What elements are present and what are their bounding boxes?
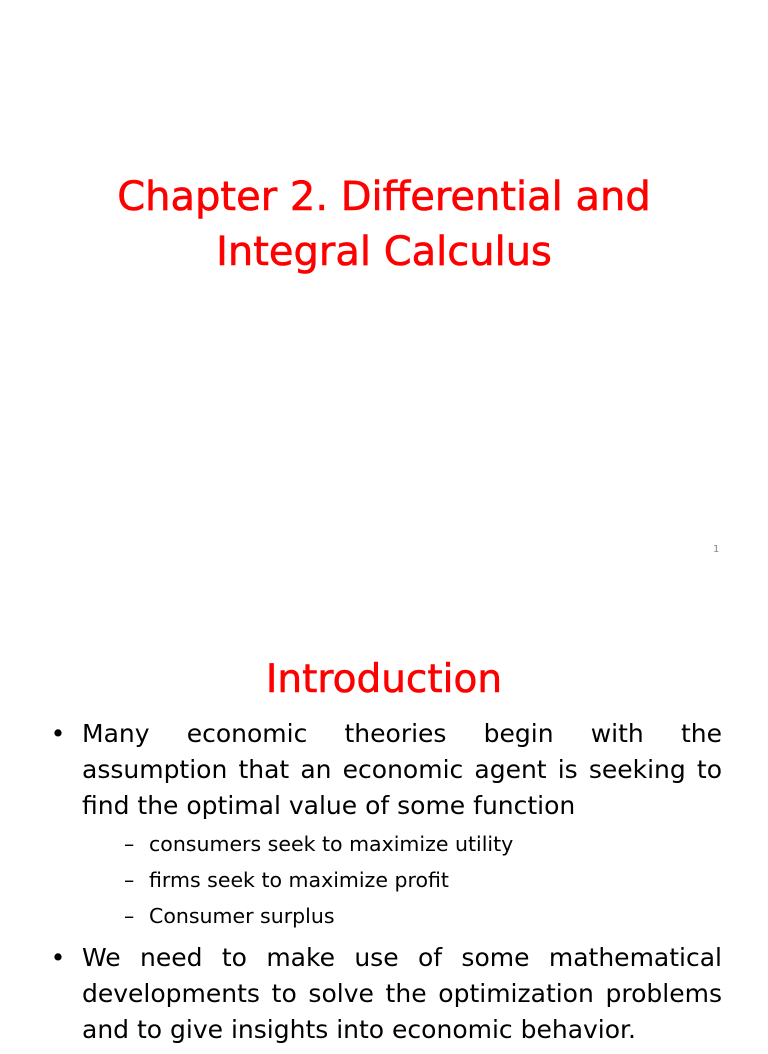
bullet-text: We need to make use of some mathematical developments to solve the optimization problems and to give insights into economic behavior.	[82, 943, 722, 1044]
sub-bullet-list	[82, 826, 722, 934]
slide-2	[0, 576, 768, 1044]
sub-bullet-text: firms seek to maximize profit	[149, 868, 449, 892]
bullet-item	[48, 940, 722, 1048]
bullet-text: Many economic theories begin with the assumption that an economic agent is seeking to find the optimal value of some function	[82, 719, 722, 820]
sub-bullet-marker: –	[124, 832, 135, 856]
sub-bullet-item	[124, 898, 722, 934]
slide-number: 1	[713, 544, 720, 555]
bullet-marker: •	[50, 719, 66, 748]
bullet-marker: •	[50, 943, 66, 972]
title-line-1: Chapter 2. Differential and	[117, 174, 651, 220]
bullet-item	[48, 716, 722, 934]
sub-bullet-text: Consumer surplus	[149, 904, 335, 928]
introduction-heading: Introduction	[265, 657, 503, 702]
sub-bullet-item	[124, 862, 722, 898]
sub-bullet-marker: –	[124, 904, 135, 928]
sub-bullet-text: consumers seek to maximize utility	[149, 832, 514, 856]
title-line-2: Integral Calculus	[216, 229, 552, 275]
sub-bullet-item	[124, 826, 722, 862]
slide-title	[60, 170, 708, 280]
bullet-list	[48, 716, 722, 1054]
sub-bullet-marker: –	[124, 868, 135, 892]
